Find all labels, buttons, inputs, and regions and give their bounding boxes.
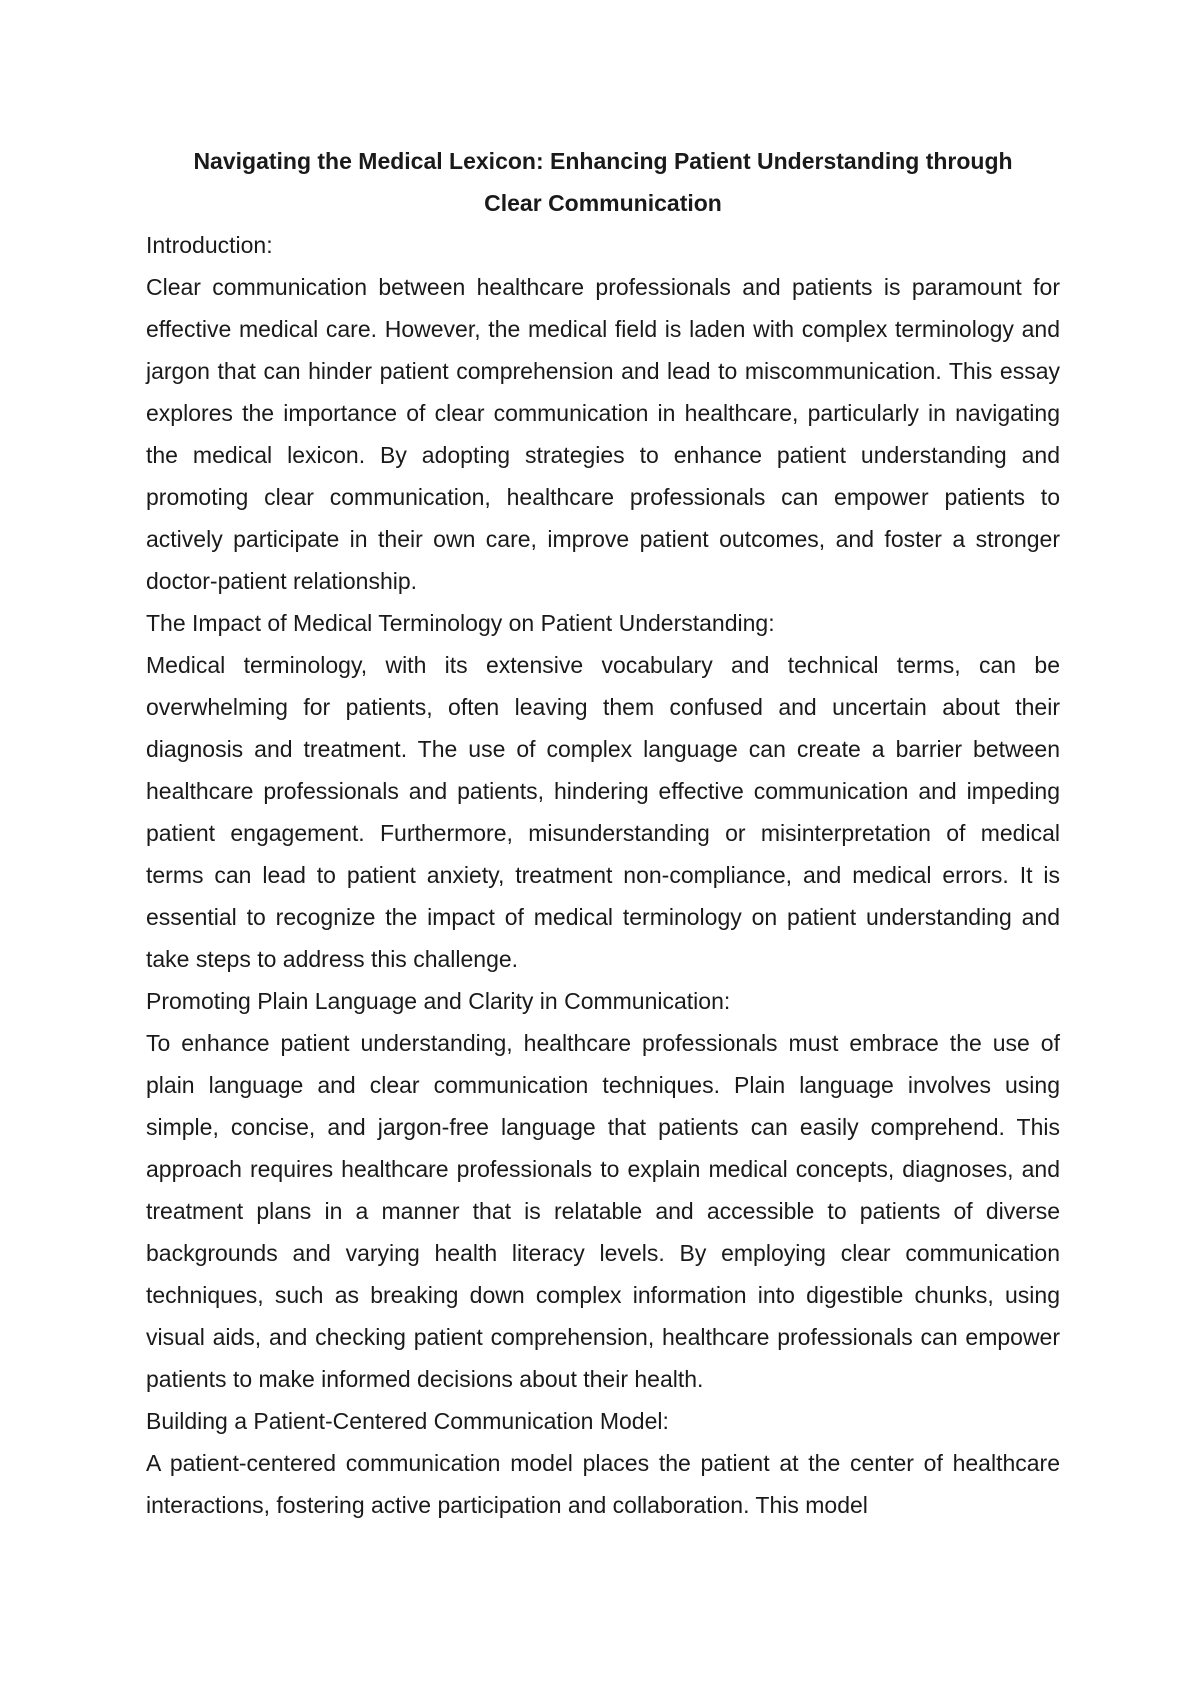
section-body-plain-language: To enhance patient understanding, healthcare professionals must embrace the use of plain language and clear communication techniques. Plain language involves using simple, concise, and jargon-free language that patients can easily comprehend. This approach requires healthcare professionals to explain medical concepts, diagnoses, and treatment plans in a manner that is relatable and accessible to patients of diverse backgrounds and varying health literacy levels. By employing clear communication techniques, such as breaking down complex information into digestible chunks, using visual aids, and checking patient comprehension, healthcare professionals can empower patients to make informed decisions about their health. <box>146 1030 1060 1392</box>
section-heading-introduction: Introduction: <box>146 232 273 258</box>
title-line-2: Clear Communication <box>484 190 722 216</box>
title-line-1: Navigating the Medical Lexicon: Enhancing Patient Understanding through <box>193 148 1013 174</box>
document-title <box>146 140 1060 224</box>
section-heading-patient-centered: Building a Patient-Centered Communication Model: <box>146 1408 669 1434</box>
section-heading-plain-language: Promoting Plain Language and Clarity in Communication: <box>146 988 731 1014</box>
section-body-introduction: Clear communication between healthcare professionals and patients is paramount for effective medical care. However, the medical field is laden with complex terminology and jargon that can hinder patient comprehension and lead to miscommunication. This essay explores the importance of clear communication in healthcare, particularly in navigating the medical lexicon. By adopting strategies to enhance patient understanding and promoting clear communication, healthcare professionals can empower patients to actively participate in their own care, improve patient outcomes, and foster a stronger doctor-patient relationship. <box>146 274 1060 594</box>
section-heading-impact: The Impact of Medical Terminology on Patient Understanding: <box>146 610 775 636</box>
section-body-impact: Medical terminology, with its extensive vocabulary and technical terms, can be overwhelming for patients, often leaving them confused and uncertain about their diagnosis and treatment. The use of complex language can create a barrier between healthcare professionals and patients, hindering effective communication and impeding patient engagement. Furthermore, misunderstanding or misinterpretation of medical terms can lead to patient anxiety, treatment non-compliance, and medical errors. It is essential to recognize the impact of medical terminology on patient understanding and take steps to address this challenge. <box>146 652 1060 972</box>
section-body-patient-centered: A patient-centered communication model places the patient at the center of healthcare interactions, fostering active participation and collaboration. This model <box>146 1450 1060 1518</box>
document-page <box>146 140 1060 1526</box>
